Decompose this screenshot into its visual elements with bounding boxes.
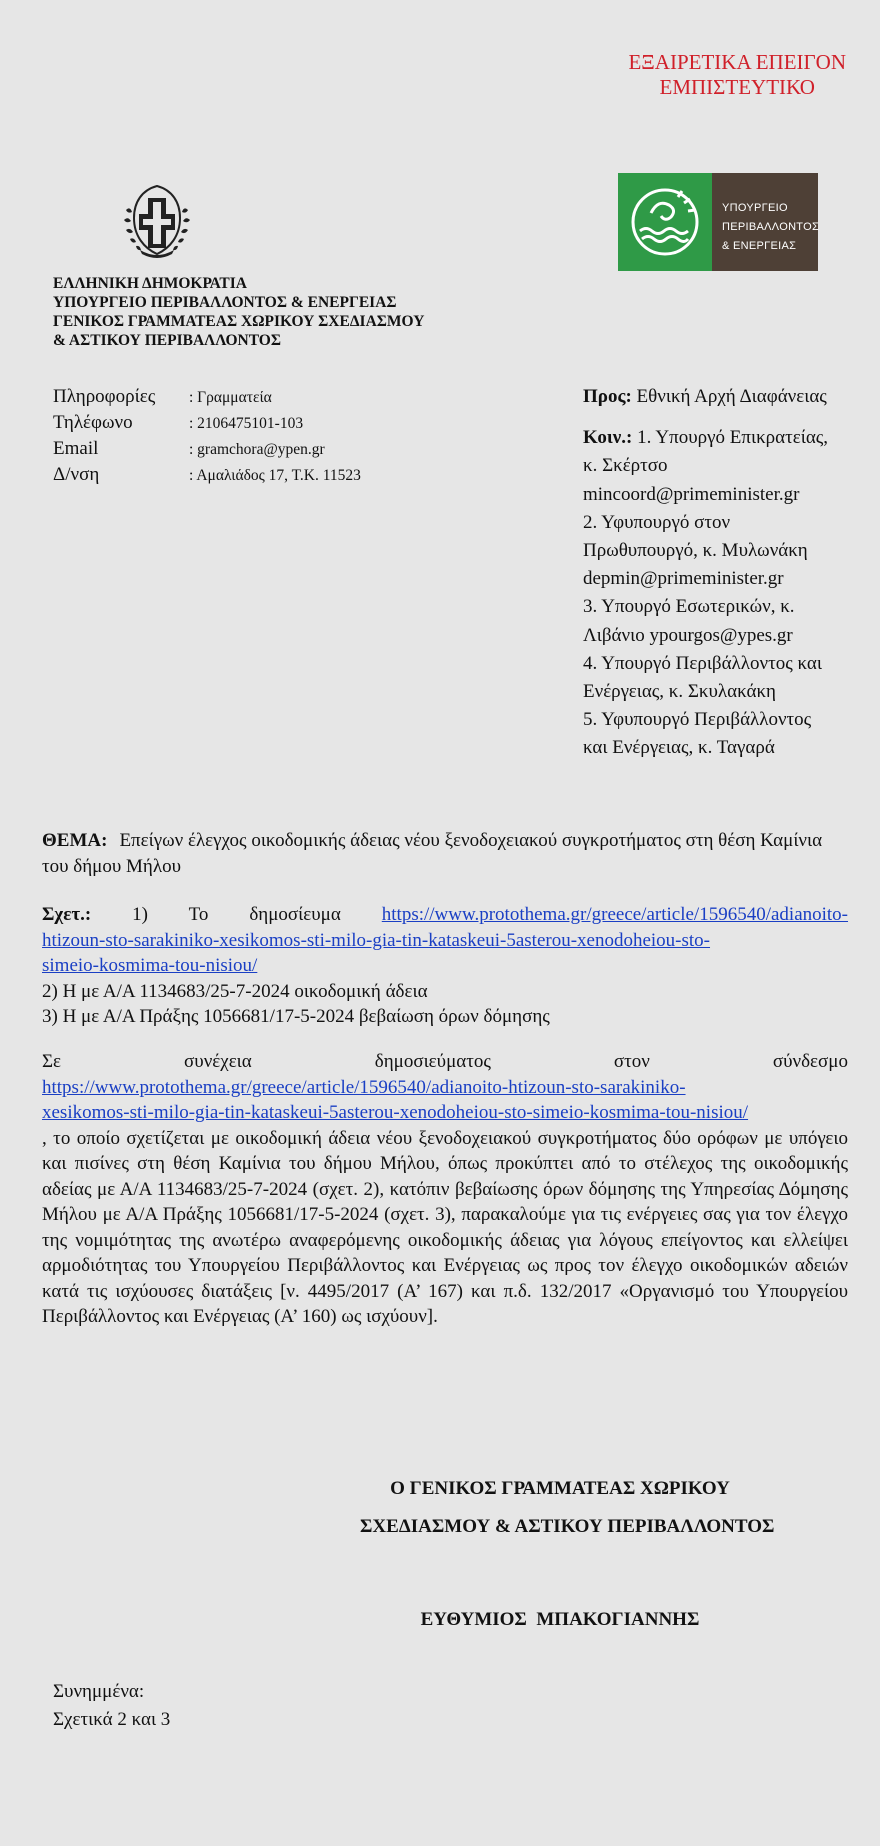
contact-row [53, 410, 361, 436]
signer-title: ΣΧΕΔΙΑΣΜΟΥ & ΑΣΤΙΚΟΥ ΠΕΡΙΒΑΛΛΟΝΤΟΣ [360, 1516, 775, 1537]
subject-label: ΘΕΜΑ: [42, 830, 108, 851]
contact-row [53, 462, 361, 488]
contact-value: : Αμαλιάδος 17, Τ.Κ. 11523 [189, 467, 361, 484]
recipient-cc-line: και Ενέργειας, κ. Ταγαρά [583, 737, 775, 759]
contact-row [53, 436, 361, 462]
classification-confidential: ΕΜΠΙΣΤΕΥΤΙΚΟ [659, 75, 815, 99]
recipients [583, 383, 880, 763]
recipient-cc-line: Πρωθυπουργό, κ. Μυλωνάκη [583, 540, 808, 562]
recipient-cc-line: mincoord@primeminister.gr [583, 483, 800, 505]
reference-1-link[interactable]: https://www.protothema.gr/greece/article/1596540/adianoito- [381, 904, 849, 925]
recipient-cc-line: Λιβάνιο ypourgos@ypes.gr [583, 624, 793, 646]
ministry-logo-mark [618, 173, 712, 271]
contact-label: Δ/νση [53, 464, 100, 485]
recipient-cc-line: Ενέργειας, κ. Σκυλακάκη [583, 681, 776, 703]
issuer-header [53, 274, 424, 350]
signature-block [360, 1470, 775, 1639]
recipient-cc-line: depmin@primeminister.gr [583, 568, 784, 590]
recipient-cc-line: κ. Σκέρτσο [583, 455, 668, 477]
recipient-to [583, 383, 880, 411]
attachments-label: Συνημμένα: [53, 1681, 145, 1702]
reference-1: Σχετ.: 1) Το δημοσίευμα https://www.protothema.gr/greece/article/1596540/adianoito- [42, 904, 849, 925]
contact-row [53, 384, 361, 410]
ministry-environment-energy-logo [618, 173, 818, 271]
body-article-link[interactable]: https://www.protothema.gr/greece/article/1596540/adianoito-htizoun-sto-sarakiniko- [42, 1076, 686, 1098]
classification-notice [628, 50, 846, 100]
classification-urgent: ΕΞΑΙΡΕΤΙΚΑ ΕΠΕΙΓΟΝ [628, 50, 846, 74]
recipient-cc [583, 424, 880, 762]
body-article-link[interactable]: xesikomos-sti-milo-gia-tin-kataskeui-5asterou-xenodoheiou-sto-simeio-kosmima-tou-nisiou/ [42, 1102, 749, 1123]
attachments [53, 1678, 170, 1734]
references [42, 902, 848, 1030]
subject-text: Επείγων έλεγχος οικοδομικής άδειας νέου ξενοδοχειακού συγκροτήματος στη θέση Καμίνια του δήμου Μήλου [42, 830, 823, 877]
reference-1-link[interactable]: htizoun-sto-sarakiniko-xesikomos-sti-milo-gia-tin-kataskeui-5asterou-xenodoheiou-sto- [42, 929, 711, 951]
reference-3: 3) Η με Α/Α Πράξης 1056681/17-5-2024 βεβαίωση όρων δόμησης [42, 1006, 550, 1027]
attachments-value: Σχετικά 2 και 3 [53, 1709, 171, 1730]
subject [42, 828, 848, 880]
recipient-cc-label: Κοιν.: [583, 427, 633, 449]
signer-title: Ο ΓΕΝΙΚΟΣ ΓΡΑΜΜΑΤΕΑΣ ΧΩΡΙΚΟΥ [390, 1478, 730, 1499]
reference-2: 2) Η με Α/Α 1134683/25-7-2024 οικοδομική άδεια [42, 980, 428, 1002]
contact-value: : Γραμματεία [189, 389, 272, 406]
issuer-line: ΥΠΟΥΡΓΕΙΟ ΠΕΡΙΒΑΛΛΟΝΤΟΣ & ΕΝΕΡΓΕΙΑΣ [53, 294, 397, 311]
contact-value: : gramchora@ypen.gr [189, 441, 325, 458]
recipient-to-label: Προς: [583, 386, 632, 407]
references-label: Σχετ.: [42, 904, 92, 925]
recipient-to-value: Εθνική Αρχή Διαφάνειας [636, 386, 827, 407]
contact-label: Email [53, 438, 99, 459]
issuer-line: & ΑΣΤΙΚΟΥ ΠΕΡΙΒΑΛΛΟΝΤΟΣ [53, 332, 281, 349]
issuer-line: ΕΛΛΗΝΙΚΗ ΔΗΜΟΚΡΑΤΙΑ [53, 275, 247, 292]
recipient-cc-line: 2. Υφυπουργό στον [583, 511, 731, 533]
recipient-cc-line: 3. Υπουργό Εσωτερικών, κ. [583, 596, 795, 618]
recipient-cc-line: 5. Υφυπουργό Περιβάλλοντος [583, 709, 812, 731]
ministry-logo-text: ΥΠΟΥΡΓΕΙΟ ΠΕΡΙΒΑΛΛΟΝΤΟΣ & ΕΝΕΡΓΕΙΑΣ [722, 202, 820, 252]
contact-info [53, 384, 361, 488]
contact-label: Πληροφορίες [53, 386, 156, 407]
issuer-line: ΓΕΝΙΚΟΣ ΓΡΑΜΜΑΤΕΑΣ ΧΩΡΙΚΟΥ ΣΧΕΔΙΑΣΜΟΥ [53, 313, 425, 330]
contact-value: : 2106475101-103 [189, 415, 304, 432]
body-lead: Σε συνέχεια δημοσιεύματος στον σύνδεσμο [42, 1051, 848, 1072]
contact-label: Τηλέφωνο [53, 412, 133, 433]
body-paragraph: , το οποίο σχετίζεται με οικοδομική άδεια νέου ξενοδοχειακού συγκροτήματος δύο ορόφων με υπόγειο και πισίνες στη θέση Καμίνια του δήμου Μήλου, όπως προκύπτει από το στέλεχος της οικοδομικής αδείας με Α/Α 1134683/25-7-2024 (σχετ. 2), κατόπιν βεβαίωσης όρων δόμησης της Υπηρεσίας Δόμησης Μήλου με Α/Α Πράξης 1056681/17-5-2024 (σχετ. 3), παρακαλούμε για τις ενέργειες σας για τον έλεγχο της νομιμότητας της ανωτέρω αναφερόμενης οικοδομικής άδειας για λόγους επείγοντος και ελλείψει αρμοδιότητας του Υπουργείου Περιβάλλοντος και Ενέργειας ως προς τον έλεγχο οικοδομικών αδειών κατά τις ισχύουσες διατάξεις [ν. 4495/2017 (Α’ 167) και π.δ. 132/2017 «Οργανισμό του Υπουργείου Περιβάλλοντος και Ενέργειας (Α’ 160) ως ισχύουν]. [42, 1127, 848, 1327]
greek-coat-of-arms-icon [118, 180, 196, 260]
signer-name: ΕΥΘΥΜΙΟΣ ΜΠΑΚΟΓΙΑΝΝΗΣ [420, 1609, 700, 1630]
recipient-cc-line: 4. Υπουργό Περιβάλλοντος και [583, 652, 822, 674]
letter-body [42, 1049, 848, 1330]
reference-1-link[interactable]: simeio-kosmima-tou-nisiou/ [42, 955, 258, 976]
recipient-cc-line: 1. Υπουργό Επικρατείας, [637, 427, 829, 449]
